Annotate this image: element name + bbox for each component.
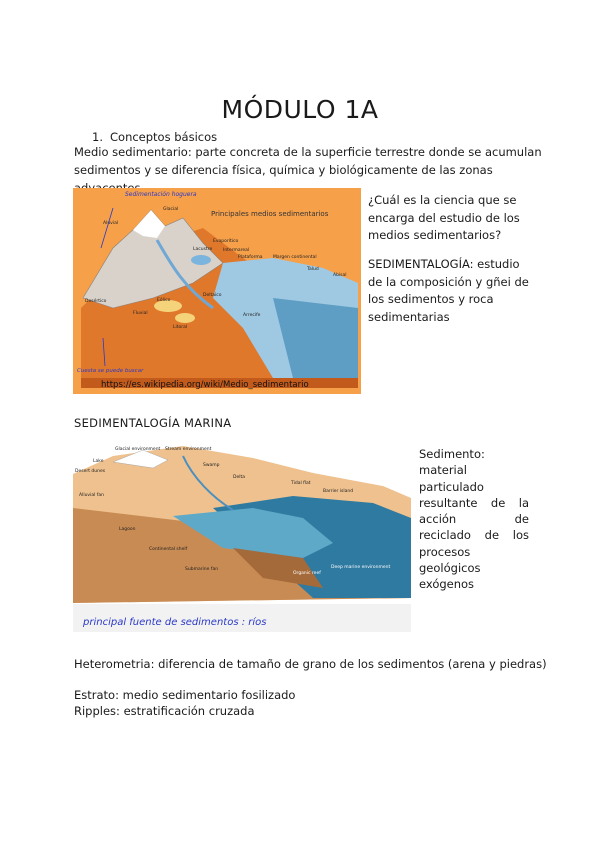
svg-text:Lacustre: Lacustre: [193, 247, 213, 252]
sediment-definition: [419, 446, 529, 593]
handwritten-note-bottom: Cuesta se puede buscar: [77, 368, 144, 374]
svg-text:Evaporítico: Evaporítico: [213, 239, 239, 244]
svg-text:Alluvial fan: Alluvial fan: [79, 493, 104, 498]
svg-text:Glacial: Glacial: [163, 207, 179, 212]
svg-text:Eólico: Eólico: [157, 298, 171, 303]
handwritten-note-top: Sedimentación hoguera: [125, 191, 197, 198]
svg-text:Glacial environment: Glacial environment: [115, 447, 161, 452]
figure1-url[interactable]: https://es.wikipedia.org/wiki/Medio_sedimentario: [101, 380, 309, 390]
svg-text:Fluvial: Fluvial: [133, 311, 148, 316]
svg-text:Lake: Lake: [93, 459, 104, 464]
page-title: MÓDULO 1A: [221, 94, 379, 124]
question-text: ¿Cuál es la ciencia que se encarga del estudio de los medios sedimentarios?: [368, 193, 520, 242]
svg-text:Tidal flat: Tidal flat: [291, 481, 311, 486]
lake: [191, 255, 211, 265]
svg-text:Margen continental: Margen continental: [273, 255, 317, 260]
svg-text:Delta: Delta: [233, 475, 246, 480]
svg-text:Talud: Talud: [307, 267, 319, 272]
svg-text:Deltaico: Deltaico: [203, 293, 222, 298]
section-heading: SEDIMENTALOGÍA MARINA: [74, 416, 232, 430]
ripples-definition: Ripples: estratificación cruzada: [74, 704, 255, 718]
svg-text:Swamp: Swamp: [203, 463, 220, 468]
svg-text:Litoral: Litoral: [173, 325, 188, 330]
svg-text:Desert dunes: Desert dunes: [75, 469, 106, 474]
marine-sedimentation-figure: [73, 438, 411, 632]
svg-text:Barrier island: Barrier island: [323, 489, 354, 494]
svg-text:Lagoon: Lagoon: [119, 527, 136, 532]
svg-text:Deep marine environment: Deep marine environment: [331, 565, 391, 570]
svg-text:Arrecife: Arrecife: [243, 313, 261, 318]
svg-text:Continental shelf: Continental shelf: [149, 547, 188, 552]
svg-text:Aluvial: Aluvial: [103, 221, 119, 226]
svg-text:Intermareal: Intermareal: [223, 248, 250, 253]
estrato-definition: Estrato: medio sedimentario fosilizado: [74, 688, 296, 702]
list-text: Conceptos básicos: [110, 130, 218, 144]
svg-text:Plataforma: Plataforma: [238, 255, 263, 260]
list-number: 1.: [92, 130, 103, 144]
sediment-description: material particulado resultante de la acción de reciclado de los procesos geológicos exógenos: [419, 463, 529, 592]
answer-text: SEDIMENTALOGÍA: estudio de la composición y gñei de los sedimentos y roca sedimentarias: [368, 257, 529, 324]
sedimentary-environments-figure: [73, 188, 361, 394]
svg-text:Stream environment: Stream environment: [165, 447, 212, 452]
svg-text:Desértico: Desértico: [85, 299, 107, 304]
heterometria-definition: Heterometria: diferencia de tamaño de grano de los sedimentos (arena y piedras): [74, 657, 547, 671]
handwritten-note: principal fuente de sedimentos : ríos: [83, 617, 267, 628]
svg-text:Submarine fan: Submarine fan: [185, 567, 219, 572]
svg-text:Abisal: Abisal: [333, 273, 347, 278]
figure1-title: Principales medios sedimentarios: [211, 210, 329, 218]
sediment-term: Sedimento:: [419, 447, 485, 461]
medio-definition: Medio sedimentario: parte concreta de la superficie terrestre donde se acumulan sedimentos y se diferencia física, química y biológicamente de las zonas: [74, 145, 542, 177]
svg-text:Organic reef: Organic reef: [293, 571, 321, 576]
list-item-conceptos: [92, 130, 217, 144]
